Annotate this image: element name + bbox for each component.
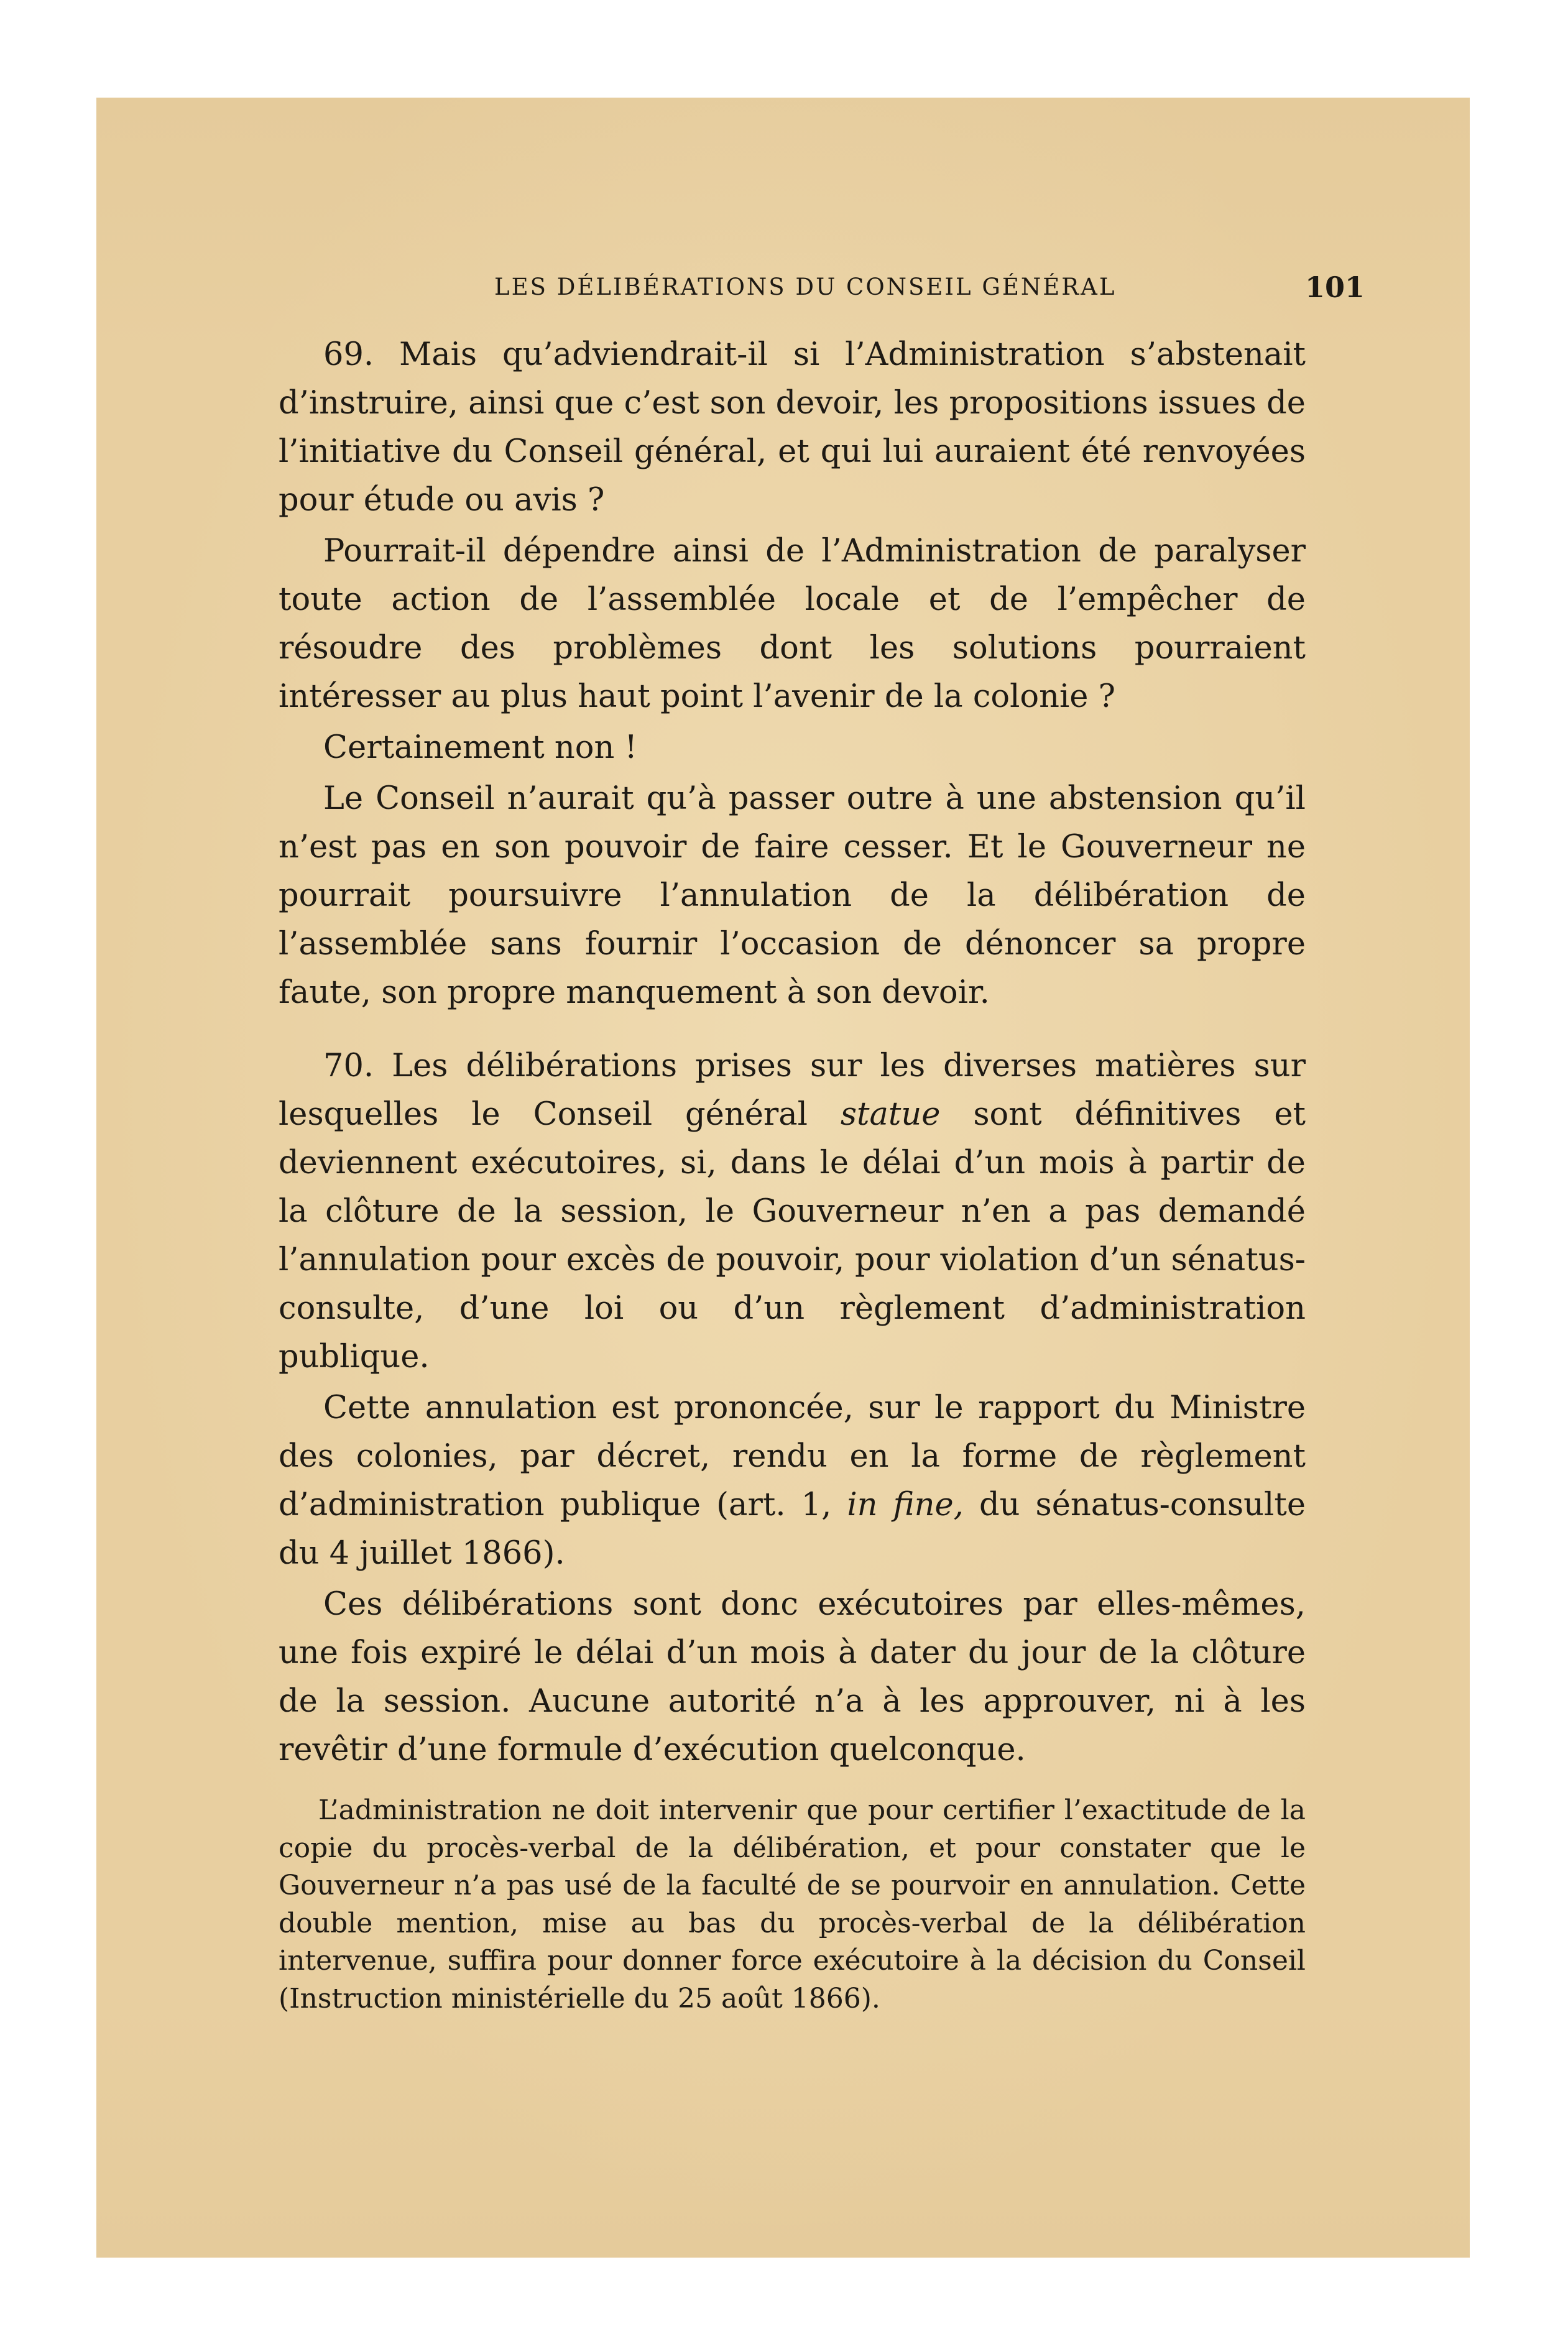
italic-term: statue <box>840 1096 941 1133</box>
paragraph-text: Pourrait-il dépendre ainsi de l’Administration de paralyser toute action de l’assemblée locale et de l’empêcher de résoudre des problèmes dont les solutions pourraient intéresser au plus haut point l’avenir de la colonie ? <box>279 533 1306 715</box>
note-paragraph <box>279 1792 1306 2018</box>
body-text <box>279 331 1306 2018</box>
paragraph-number: 69. <box>323 336 374 373</box>
paragraph-text: du sénatus-consulte du 4 juillet 1866). <box>279 1487 1306 1572</box>
paragraph-number: 70. <box>323 1048 374 1084</box>
paragraph-text: Les délibérations prises sur les diverses matières sur lesquelles le Conseil général <box>279 1048 1306 1133</box>
paragraph-text: Cette annulation est prononcée, sur le rapport du Ministre des colonies, par décret, rendu en la forme de règlement d’administration publique (art. 1, <box>279 1390 1306 1523</box>
paragraph-text: Certainement non ! <box>323 729 638 766</box>
page-number: 101 <box>1304 270 1365 304</box>
paragraph <box>279 1581 1306 1774</box>
scanned-page <box>96 98 1470 2258</box>
paragraph <box>279 1384 1306 1578</box>
paragraph-text: Le Conseil n’aurait qu’à passer outre à une abstension qu’il n’est pas en son pouvoir de faire cesser. Et le Gouverneur ne pourrait poursuivre l’annulation de la délibération de l’assemblée sans fournir l’occasion de dénoncer sa propre faute, son propre manquement à son devoir. <box>279 780 1306 1011</box>
paragraph-69 <box>279 331 1306 525</box>
paragraph-70 <box>279 1042 1306 1382</box>
italic-term: in fine, <box>847 1487 964 1523</box>
page-header <box>494 262 1365 312</box>
paragraph <box>279 724 1306 772</box>
note-text: L’administration ne doit intervenir que pour certifier l’exactitude de la copie du procès-verbal de la délibération, et pour constater que le Gouverneur n’a pas usé de la faculté de se pourvoir en annulation. Cette double mention, mise au bas du procès-verbal de la délibération intervenue, suffira pour donner force exécutoire à la décision du Conseil (Instruction ministérielle du 25 août 1866). <box>279 1794 1306 2014</box>
paragraph-text: Ces délibérations sont donc exécutoires par elles-mêmes, une fois expiré le délai d’un mois à dater du jour de la clôture de la session. Aucune autorité n’a à les approuver, ni à les revêtir d’une formule d’exécution quelconque. <box>279 1586 1306 1768</box>
paragraph <box>279 527 1306 721</box>
paragraph-text: Mais qu’adviendrait-il si l’Administration s’abstenait d’instruire, ainsi que c’est son devoir, les propositions issues de l’initiative du Conseil général, et qui lui auraient été renvoyées pour étude ou avis ? <box>279 336 1306 519</box>
paragraph-text: sont définitives et deviennent exécutoires, si, dans le délai d’un mois à partir de la clôture de la session, le Gouverneur n’en a pas demandé l’annulation pour excès de pouvoir, pour violation d’un sénatus-consulte, d’une loi ou d’un règlement d’administration publique. <box>279 1096 1306 1375</box>
paragraph <box>279 775 1306 1017</box>
running-title: LES DÉLIBÉRATIONS DU CONSEIL GÉNÉRAL <box>494 274 1117 300</box>
